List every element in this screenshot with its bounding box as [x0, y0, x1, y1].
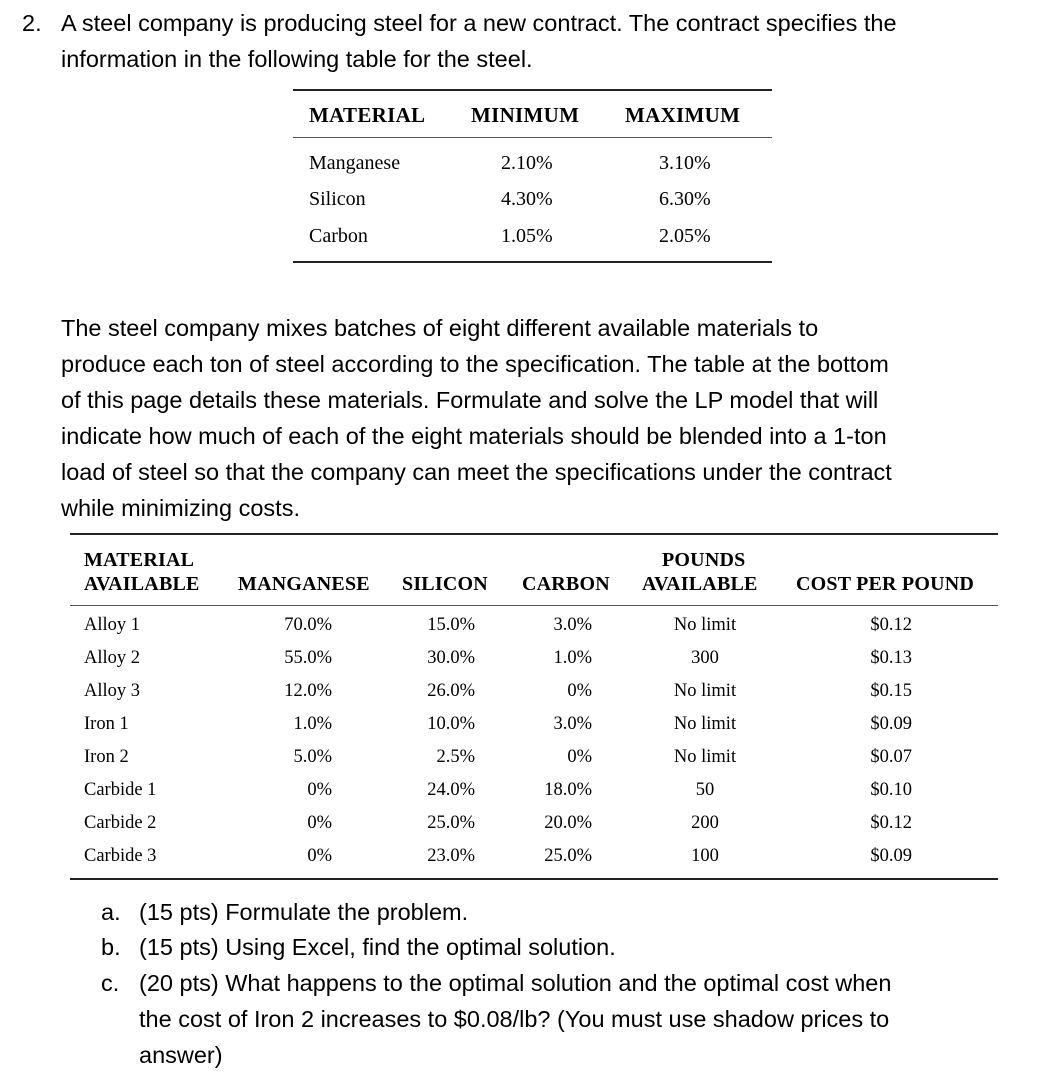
paragraph-line: of this page details these materials. Formulate and solve the LP model that will — [61, 387, 879, 413]
materials-cell-silicon: 2.5% — [436, 747, 475, 767]
materials-cell-cost: $0.10 — [870, 780, 912, 800]
spec-cell-minimum: 1.05% — [501, 225, 553, 247]
materials-cell-silicon: 30.0% — [427, 648, 475, 668]
materials-table — [70, 533, 998, 883]
materials-cell-pounds: 50 — [695, 780, 715, 800]
question-number: 2. — [22, 10, 42, 36]
materials-cell-manganese: 0% — [307, 813, 332, 833]
materials-cell-cost: $0.07 — [870, 747, 912, 767]
materials-cell-manganese: 70.0% — [284, 615, 332, 635]
subquestion-line: (15 pts) Using Excel, find the optimal solution. — [139, 934, 616, 960]
materials-cell-pounds: No limit — [673, 615, 737, 635]
materials-cell-carbon: 1.0% — [553, 648, 592, 668]
materials-cell-cost: $0.15 — [870, 681, 912, 701]
materials-header-silicon: SILICON — [402, 573, 488, 595]
paragraph-line: produce each ton of steel according to the specification. The table at the bottom — [61, 351, 889, 377]
spec-table — [293, 89, 772, 265]
spec-top-rule — [293, 89, 772, 91]
materials-cell-carbon: 25.0% — [544, 846, 592, 866]
spec-cell-minimum: 2.10% — [501, 152, 553, 174]
materials-cell-cost: $0.12 — [870, 813, 912, 833]
materials-cell-material: Alloy 1 — [84, 615, 141, 635]
materials-header-material-line1: MATERIAL — [84, 549, 195, 571]
spec-header-rule — [293, 137, 772, 138]
spec-bottom-rule — [293, 261, 772, 263]
materials-cell-carbon: 20.0% — [544, 813, 592, 833]
materials-cell-pounds: No limit — [673, 747, 737, 767]
paragraph-line: indicate how much of each of the eight materials should be blended into a 1-ton — [61, 423, 887, 449]
materials-header-carbon: CARBON — [522, 573, 610, 595]
spec-cell-material: Manganese — [309, 152, 401, 174]
materials-cell-pounds: 300 — [691, 648, 719, 668]
materials-cell-manganese: 1.0% — [293, 714, 332, 734]
spec-header-maximum: MAXIMUM — [625, 103, 741, 127]
materials-cell-cost: $0.12 — [870, 615, 912, 635]
paragraph-line: The steel company mixes batches of eight different available materials to — [61, 315, 819, 341]
materials-cell-cost: $0.09 — [870, 846, 912, 866]
materials-cell-pounds: No limit — [673, 681, 737, 701]
materials-top-rule — [70, 533, 998, 535]
paragraph-line: while minimizing costs. — [61, 495, 300, 521]
materials-cell-silicon: 26.0% — [427, 681, 475, 701]
materials-header-material-line2: AVAILABLE — [84, 573, 200, 595]
materials-cell-carbon: 3.0% — [553, 615, 592, 635]
materials-cell-carbon: 0% — [567, 681, 592, 701]
materials-cell-carbon: 18.0% — [544, 780, 592, 800]
materials-cell-material: Alloy 2 — [84, 648, 141, 668]
materials-bottom-rule — [70, 878, 998, 880]
subquestion-label: c. — [101, 970, 120, 996]
materials-cell-material: Alloy 3 — [84, 681, 141, 701]
materials-cell-pounds: 100 — [691, 846, 719, 866]
materials-cell-manganese: 0% — [307, 846, 332, 866]
spec-cell-maximum: 3.10% — [659, 152, 711, 174]
subquestion-line: (20 pts) What happens to the optimal solution and the optimal cost when — [139, 970, 892, 996]
materials-cell-material: Iron 1 — [84, 714, 129, 734]
materials-cell-silicon: 24.0% — [427, 780, 475, 800]
spec-cell-minimum: 4.30% — [501, 188, 553, 210]
materials-header-rule — [70, 605, 998, 606]
materials-cell-silicon: 15.0% — [427, 615, 475, 635]
materials-cell-silicon: 23.0% — [427, 846, 475, 866]
question-line: A steel company is producing steel for a new contract. The contract specifies the — [61, 10, 897, 36]
subquestion-line: answer) — [139, 1042, 223, 1068]
materials-header-manganese: MANGANESE — [238, 573, 370, 595]
spec-cell-maximum: 2.05% — [659, 225, 711, 247]
spec-header-minimum: MINIMUM — [471, 103, 580, 127]
materials-cell-manganese: 0% — [307, 780, 332, 800]
materials-cell-pounds: 200 — [691, 813, 719, 833]
materials-cell-material: Iron 2 — [84, 747, 129, 767]
subquestion-label: a. — [101, 899, 121, 925]
spec-cell-material: Silicon — [309, 188, 366, 210]
materials-header-pounds-line2: AVAILABLE — [642, 573, 758, 595]
materials-cell-cost: $0.09 — [870, 714, 912, 734]
materials-cell-material: Carbide 1 — [84, 780, 157, 800]
materials-cell-cost: $0.13 — [870, 648, 912, 668]
materials-cell-carbon: 3.0% — [553, 714, 592, 734]
materials-cell-silicon: 10.0% — [427, 714, 475, 734]
materials-cell-carbon: 0% — [567, 747, 592, 767]
materials-cell-material: Carbide 2 — [84, 813, 157, 833]
materials-cell-material: Carbide 3 — [84, 846, 157, 866]
spec-cell-maximum: 6.30% — [659, 188, 711, 210]
subquestion-line: (15 pts) Formulate the problem. — [139, 899, 469, 925]
question-line: information in the following table for the steel. — [61, 46, 533, 72]
paragraph-line: load of steel so that the company can meet the specifications under the contract — [61, 459, 892, 485]
materials-header-pounds-line1: POUNDS — [662, 549, 746, 571]
materials-cell-manganese: 12.0% — [284, 681, 332, 701]
materials-cell-manganese: 55.0% — [284, 648, 332, 668]
materials-cell-pounds: No limit — [673, 714, 737, 734]
spec-cell-material: Carbon — [309, 225, 368, 247]
materials-header-cost: COST PER POUND — [796, 573, 975, 595]
subquestion-line: the cost of Iron 2 increases to $0.08/lb? (You must use shadow prices to — [139, 1006, 890, 1032]
materials-cell-manganese: 5.0% — [293, 747, 332, 767]
materials-cell-silicon: 25.0% — [427, 813, 475, 833]
subquestion-label: b. — [101, 934, 121, 960]
spec-header-material: MATERIAL — [309, 103, 426, 127]
